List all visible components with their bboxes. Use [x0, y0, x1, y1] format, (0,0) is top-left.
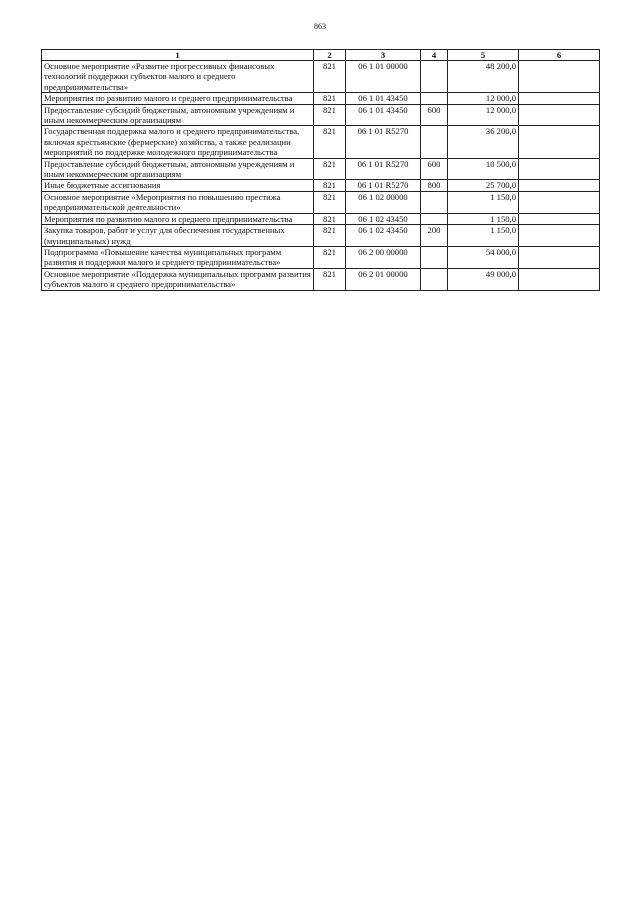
row-grbs: 821: [314, 225, 346, 247]
row-name: Основное мероприятие «Мероприятия по повышению престижа предпринимательской деятельности»: [42, 191, 314, 213]
budget-table: [41, 49, 600, 291]
row-grbs: 821: [314, 158, 346, 180]
row-code: 06 1 02 43450: [346, 213, 421, 224]
row-extra: [519, 61, 600, 93]
table-row: [42, 268, 600, 290]
row-code: 06 1 01 R5270: [346, 180, 421, 191]
row-amount: 1 150,0: [448, 191, 519, 213]
row-code: 06 1 01 43450: [346, 93, 421, 104]
row-type: [421, 213, 448, 224]
row-grbs: 821: [314, 213, 346, 224]
header-col-3: 3: [346, 50, 421, 61]
row-name: Мероприятия по развитию малого и среднего предпринимательства: [42, 93, 314, 104]
table-row: [42, 158, 600, 180]
row-code: 06 1 02 43450: [346, 225, 421, 247]
row-grbs: 821: [314, 61, 346, 93]
row-name: Предоставление субсидий бюджетным, автономным учреждениям и иным некоммерческим организациям: [42, 158, 314, 180]
row-code: 06 2 00 00000: [346, 246, 421, 268]
row-type: 600: [421, 104, 448, 126]
row-grbs: 821: [314, 268, 346, 290]
row-grbs: 821: [314, 93, 346, 104]
row-name: Государственная поддержка малого и среднего предпринимательства, включая крестьянские (фермерские) хозяйства, а также реализации мероприятий по поддержке молодежного предпринимательства: [42, 126, 314, 158]
header-row: [42, 50, 600, 61]
table-row: [42, 225, 600, 247]
row-type: 800: [421, 180, 448, 191]
row-name: Предоставление субсидий бюджетным, автономным учреждениям и иным некоммерческим организациям: [42, 104, 314, 126]
row-type: 200: [421, 225, 448, 247]
row-type: [421, 191, 448, 213]
row-code: 06 1 02 00000: [346, 191, 421, 213]
table-row: [42, 213, 600, 224]
row-type: [421, 246, 448, 268]
row-extra: [519, 213, 600, 224]
row-grbs: 821: [314, 191, 346, 213]
row-grbs: 821: [314, 104, 346, 126]
row-name: Основное мероприятие «Поддержка муниципальных программ развития субъектов малого и среднего предпринимательства»: [42, 268, 314, 290]
row-amount: 12 000,0: [448, 104, 519, 126]
row-amount: 1 150,0: [448, 225, 519, 247]
row-code: 06 1 01 00000: [346, 61, 421, 93]
row-grbs: 821: [314, 126, 346, 158]
row-extra: [519, 93, 600, 104]
row-extra: [519, 268, 600, 290]
row-type: [421, 268, 448, 290]
row-name: Мероприятия по развитию малого и среднего предпринимательства: [42, 213, 314, 224]
row-amount: 25 700,0: [448, 180, 519, 191]
row-name: Подпрограмма «Повышение качества муниципальных программ развития и поддержки малого и среднего предпринимательства»: [42, 246, 314, 268]
header-col-1: 1: [42, 50, 314, 61]
row-amount: 12 000,0: [448, 93, 519, 104]
row-extra: [519, 225, 600, 247]
row-code: 06 1 01 43450: [346, 104, 421, 126]
row-name: Закупка товаров, работ и услуг для обеспечения государственных (муниципальных) нужд: [42, 225, 314, 247]
table-row: [42, 180, 600, 191]
row-amount: 54 000,0: [448, 246, 519, 268]
table-row: [42, 93, 600, 104]
row-type: [421, 61, 448, 93]
header-col-4: 4: [421, 50, 448, 61]
header-col-2: 2: [314, 50, 346, 61]
row-name: Иные бюджетные ассигнования: [42, 180, 314, 191]
header-col-5: 5: [448, 50, 519, 61]
page-number: 863: [314, 22, 326, 31]
row-grbs: 821: [314, 246, 346, 268]
row-code: 06 1 01 R5270: [346, 126, 421, 158]
row-extra: [519, 158, 600, 180]
row-type: [421, 126, 448, 158]
row-amount: 49 000,0: [448, 268, 519, 290]
row-amount: 10 500,0: [448, 158, 519, 180]
row-type: [421, 93, 448, 104]
table-row: [42, 246, 600, 268]
row-code: 06 1 01 R5270: [346, 158, 421, 180]
row-extra: [519, 104, 600, 126]
row-grbs: 821: [314, 180, 346, 191]
row-extra: [519, 180, 600, 191]
row-amount: 1 150,0: [448, 213, 519, 224]
row-type: 600: [421, 158, 448, 180]
row-extra: [519, 246, 600, 268]
table-row: [42, 126, 600, 158]
header-col-6: 6: [519, 50, 600, 61]
row-extra: [519, 126, 600, 158]
table-row: [42, 61, 600, 93]
row-amount: 48 200,0: [448, 61, 519, 93]
table-row: [42, 104, 600, 126]
row-extra: [519, 191, 600, 213]
row-code: 06 2 01 00000: [346, 268, 421, 290]
row-name: Основное мероприятие «Развитие прогрессивных финансовых технологий поддержки субъектов малого и среднего предпринимательства»: [42, 61, 314, 93]
row-amount: 36 200,0: [448, 126, 519, 158]
table-row: [42, 191, 600, 213]
table-body: [42, 61, 600, 291]
